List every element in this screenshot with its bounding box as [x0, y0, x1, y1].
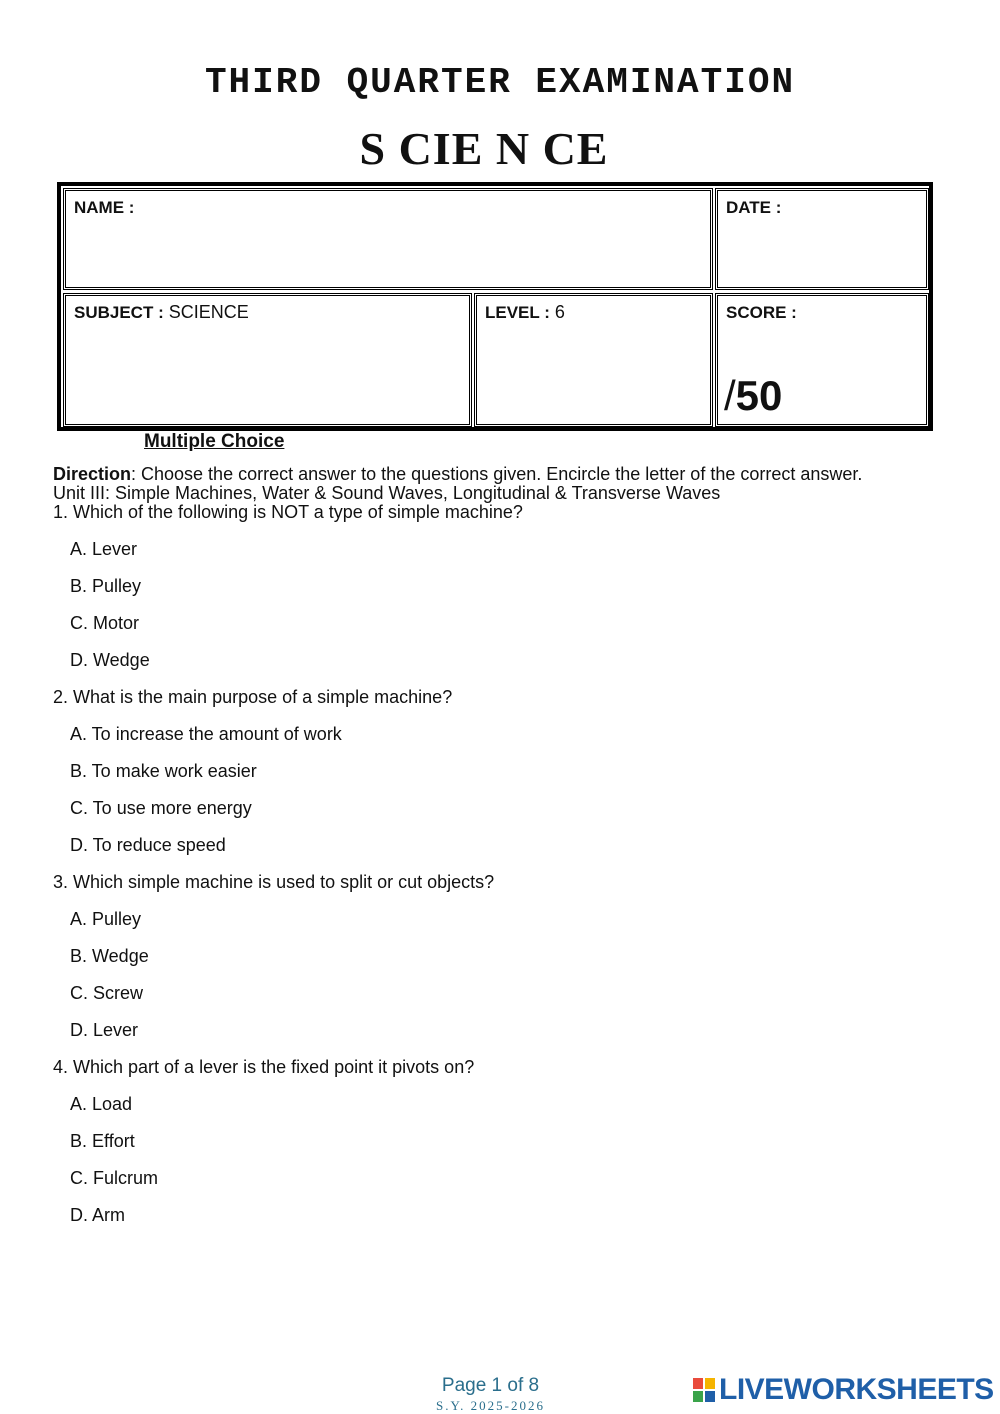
name-label: NAME : — [74, 198, 135, 217]
exam-title: THIRD QUARTER EXAMINATION — [204, 62, 796, 103]
question-list — [53, 502, 953, 1242]
question-3-choice-d[interactable]: D. Lever — [70, 1020, 139, 1040]
question-1-choice-c[interactable]: C. Motor — [70, 613, 140, 633]
question-3-choice-b[interactable]: B. Wedge — [70, 946, 149, 966]
direction-text: : Choose the correct answer to the questions given. Encircle the letter of the correct answer. — [131, 464, 863, 484]
direction-label: Direction — [53, 464, 132, 484]
brand-text: LIVEWORKSHEETS — [719, 1373, 994, 1406]
question-2-choice-b[interactable]: B. To make work easier — [70, 761, 257, 781]
liveworksheets-logo — [693, 1373, 994, 1407]
question-2-choice-d[interactable]: D. To reduce speed — [70, 835, 226, 855]
page-number: Page 1 of 8 — [441, 1375, 540, 1396]
question-1-choice-d[interactable]: D. Wedge — [70, 650, 150, 670]
question-2-choice-a[interactable]: A. To increase the amount of work — [70, 724, 342, 744]
subject-cell — [63, 293, 472, 427]
question-4: 4. Which part of a lever is the fixed point it pivots on? — [53, 1057, 475, 1077]
question-3-choice-c[interactable]: C. Screw — [70, 983, 144, 1003]
score-slash: / — [724, 372, 736, 419]
question-4-choice-d[interactable]: D. Arm — [70, 1205, 126, 1225]
question-1: 1. Which of the following is NOT a type of simple machine? — [53, 502, 523, 522]
question-1-choice-a[interactable]: A. Lever — [70, 539, 138, 559]
score-total — [724, 372, 782, 420]
student-info-table — [57, 182, 933, 431]
question-4-choice-a[interactable]: A. Load — [70, 1094, 133, 1114]
score-label: SCORE : — [726, 303, 797, 322]
level-value: 6 — [554, 302, 565, 322]
subject-title: S CIE N CE — [359, 123, 609, 174]
direction-line — [53, 465, 953, 484]
school-year: S.Y. 2025-2026 — [435, 1398, 546, 1413]
question-2: 2. What is the main purpose of a simple machine? — [53, 687, 453, 707]
name-cell[interactable] — [63, 188, 713, 290]
level-label: LEVEL : — [485, 303, 550, 322]
direction-block — [53, 465, 953, 503]
subject-value: SCIENCE — [168, 302, 249, 322]
unit-line: Unit III: Simple Machines, Water & Sound Waves, Longitudinal & Transverse Waves — [53, 483, 721, 503]
date-label: DATE : — [726, 198, 782, 217]
question-1-choice-b[interactable]: B. Pulley — [70, 576, 142, 596]
question-4-choice-c[interactable]: C. Fulcrum — [70, 1168, 159, 1188]
section-heading: Multiple Choice — [144, 431, 285, 452]
score-total-value: 50 — [735, 372, 783, 419]
question-3-choice-a[interactable]: A. Pulley — [70, 909, 142, 929]
question-3: 3. Which simple machine is used to split or cut objects? — [53, 872, 495, 892]
level-cell — [474, 293, 713, 427]
score-cell — [715, 293, 929, 427]
question-2-choice-c[interactable]: C. To use more energy — [70, 798, 252, 818]
subject-label: SUBJECT : — [74, 303, 164, 322]
liveworksheets-icon — [693, 1378, 715, 1402]
date-cell[interactable] — [715, 188, 929, 290]
question-4-choice-b[interactable]: B. Effort — [70, 1131, 135, 1151]
